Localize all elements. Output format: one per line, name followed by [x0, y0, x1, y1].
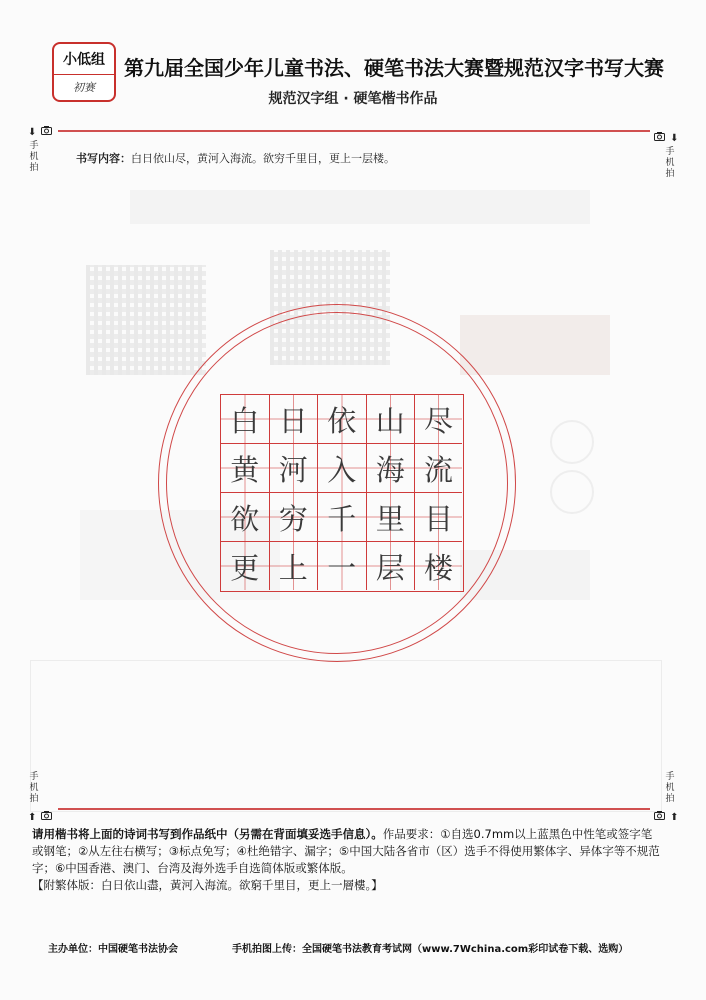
camera-icon	[654, 811, 665, 820]
page-title: 第九届全国少年儿童书法、硬笔书法大赛暨规范汉字书写大赛	[124, 56, 664, 80]
instructions	[32, 826, 660, 894]
arrow-down-icon: ⬇	[28, 127, 37, 138]
frame-bottom-line	[58, 808, 650, 810]
grid-cell: 日	[270, 395, 319, 444]
grid-cell: 尽	[415, 395, 462, 444]
camera-icon	[41, 811, 52, 820]
round-label: 初赛	[73, 81, 95, 94]
background-watermark-lower	[30, 660, 662, 812]
frame-top-line	[58, 130, 650, 132]
grid-cell: 河	[270, 444, 319, 493]
phone-label: 手 机 拍	[29, 772, 39, 804]
phone-marker-bottom-right	[654, 772, 678, 824]
grid-cell: 白	[221, 395, 270, 444]
page-subtitle: 规范汉字组 · 硬笔楷书作品	[268, 91, 438, 107]
instructions-lead: 请用楷书将上面的诗词书写到作品纸中（另需在背面填妥选手信息）。	[32, 827, 383, 841]
phone-label: 手 机 拍	[665, 772, 675, 804]
grid-cell: 黄	[221, 444, 270, 493]
camera-icon	[41, 126, 52, 135]
grid-cell: 层	[367, 542, 416, 590]
grid-cell: 入	[318, 444, 367, 493]
grid-cell: 千	[318, 493, 367, 542]
phone-label: 手 机 拍	[665, 147, 675, 179]
writing-content-label: 书写内容：	[76, 152, 131, 165]
grid-cell: 里	[367, 493, 416, 542]
arrow-down-icon: ⬇	[670, 133, 679, 144]
grid-cell: 更	[221, 542, 270, 590]
phone-marker-bottom-left	[28, 772, 52, 824]
footer-upload: 手机拍图上传：全国硬笔书法教育考试网（www.7Wchina.com彩印试卷下载、选购）	[232, 944, 629, 955]
phone-marker-top-right	[654, 126, 678, 180]
grid-cell: 欲	[221, 493, 270, 542]
instructions-traditional: 【附繁体版：白日依山盡，黃河入海流。欲窮千里目，更上一層樓。】	[32, 878, 383, 892]
arrow-up-icon: ⬆	[28, 812, 37, 823]
grid-cell: 山	[367, 395, 416, 444]
writing-grid	[220, 394, 464, 592]
phone-marker-top-left	[28, 120, 52, 174]
phone-label: 手 机 拍	[29, 141, 39, 173]
grid-cell: 上	[270, 542, 319, 590]
grid-cell: 一	[318, 542, 367, 590]
group-label: 小低组	[54, 44, 114, 75]
writing-content	[76, 150, 395, 166]
grid-cell: 海	[367, 444, 416, 493]
grid-cell: 穷	[270, 493, 319, 542]
grid-cell: 目	[415, 493, 462, 542]
instructions-requirements: 作品要求：①自选0.7mm以上蓝黑色中性笔或签字笔或钢笔；②从左往右横写；③标点免写；④杜绝错字、漏字；⑤中国大陆各省市（区）选手不得使用繁体字、异体字等不规范字；⑥中国香港、澳门、台湾及海外选手自选简体版或繁体版。	[32, 827, 660, 875]
arrow-up-icon: ⬆	[670, 812, 679, 823]
grid-cell: 依	[318, 395, 367, 444]
camera-icon	[654, 132, 665, 141]
footer-organizer: 主办单位：中国硬笔书法协会	[48, 944, 178, 955]
grid-cell: 流	[415, 444, 462, 493]
writing-content-text: 白日依山尽，黄河入海流。欲穷千里目，更上一层楼。	[131, 152, 395, 165]
grid-cell: 楼	[415, 542, 462, 590]
